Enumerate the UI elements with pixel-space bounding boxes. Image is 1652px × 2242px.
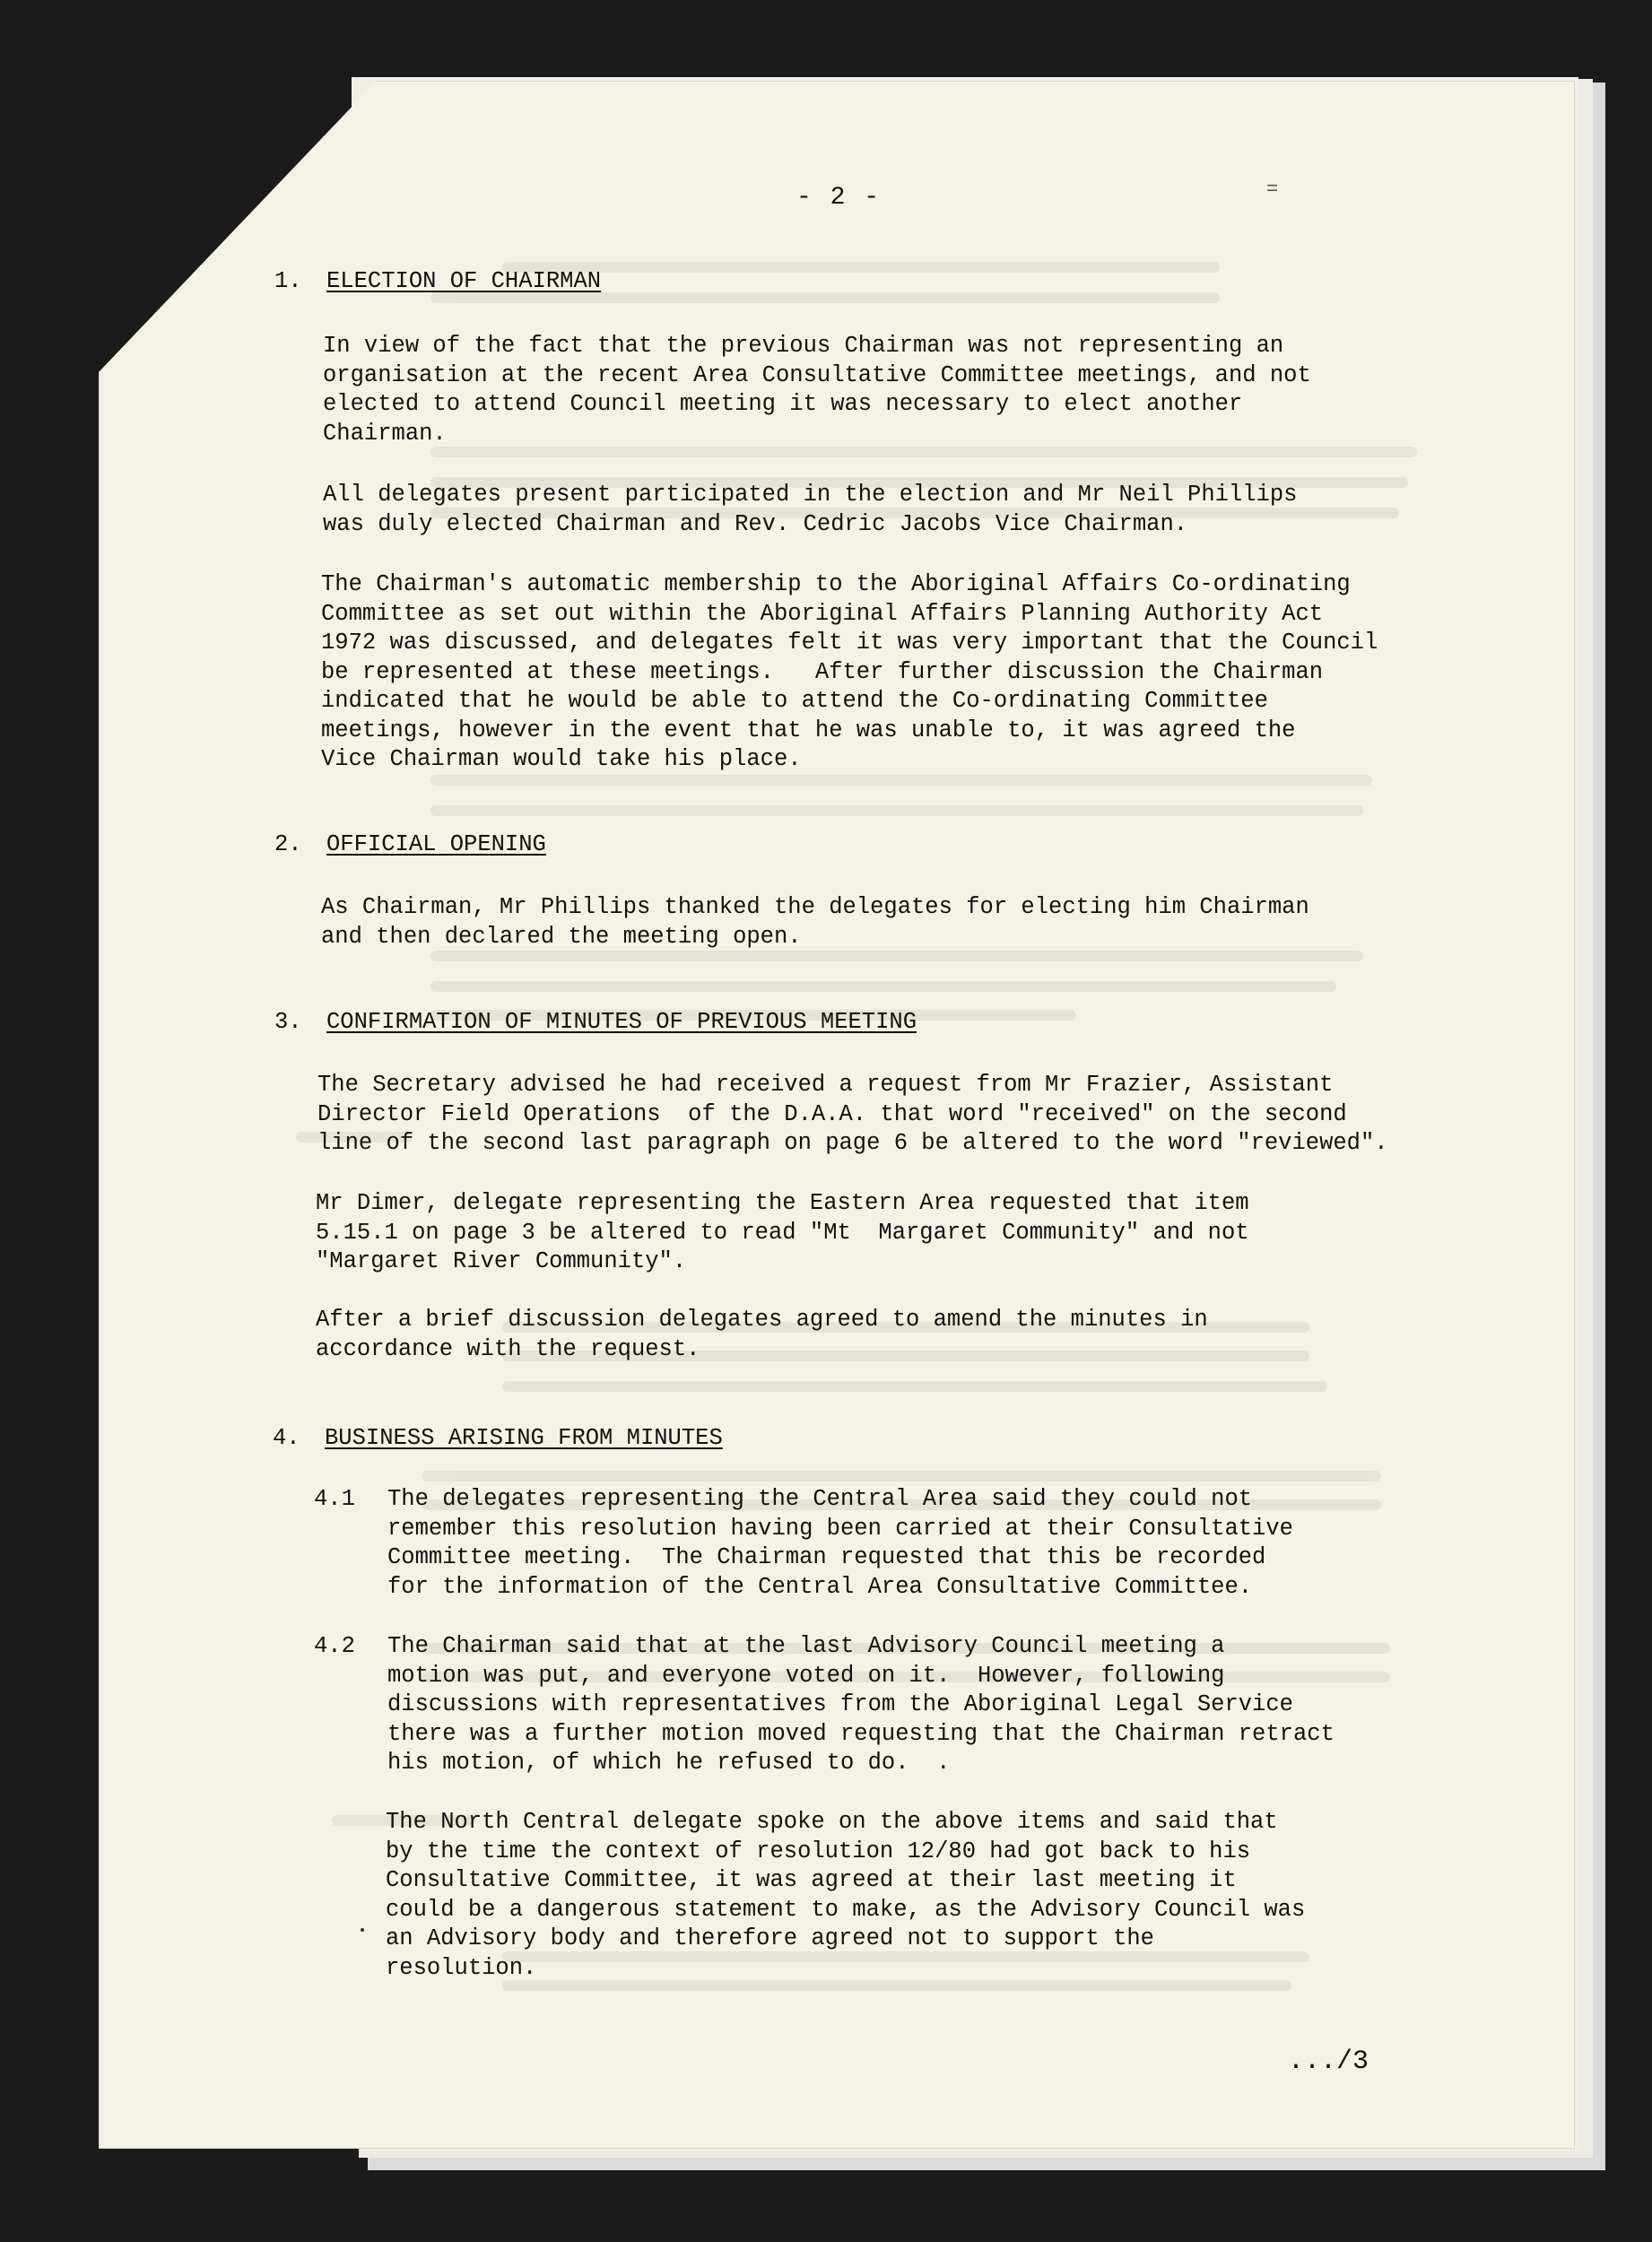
paragraph: All delegates present participated in the election and Mr Neil Phillips was duly elected Chairman and Rev. Cedric Jacobs Vice Chairman. (323, 482, 1298, 537)
paragraph: As Chairman, Mr Phillips thanked the delegates for electing him Chairman and then declared the meeting open. (321, 894, 1309, 950)
section-number: 4. (273, 1425, 300, 1451)
section-title: ELECTION OF CHAIRMAN (326, 268, 602, 294)
section-heading-business-arising (273, 1424, 723, 1454)
page-number: - 2 - (796, 184, 882, 212)
corner-mark: = (1266, 178, 1279, 201)
item-number: 4.1 (314, 1486, 355, 1512)
section-number: 1. (274, 268, 302, 294)
paragraph: In view of the fact that the previous Chairman was not representing an organisation at the recent Area Consultative Committee meetings, and not elected to attend Council meeting it was necessary to elect another Chairman. (323, 333, 1311, 447)
section-number: 2. (274, 831, 302, 857)
continued-on-page-reference: .../3 (1288, 2046, 1369, 2077)
paragraph: The Chairman's automatic membership to the Aboriginal Affairs Co-ordinating Committee as set out within the Aboriginal Affairs Planning Authority Act 1972 was discussed, and delegates felt it was very important that the Council be represented at these meetings. After further discussion the Chairman indicated that he would be able to attend the Co-ordinating Committee meetings, however in the event that he was unable to, it was agreed the Vice Chairman would take his place. (321, 571, 1378, 772)
paragraph: The Secretary advised he had received a request from Mr Frazier, Assistant Director Field Operations of the D.A.A. that word "received" on the second line of the second last paragraph on page 6 be altered to the word "reviewed". (317, 1072, 1388, 1156)
item-number: 4.2 (314, 1633, 355, 1659)
section-heading-official-opening (274, 830, 546, 860)
section-title: BUSINESS ARISING FROM MINUTES (325, 1425, 723, 1451)
stray-mark (361, 1928, 364, 1932)
section-title: CONFIRMATION OF MINUTES OF PREVIOUS MEETING (326, 1009, 917, 1035)
section-heading-confirmation (274, 1008, 917, 1038)
section-heading-election (274, 267, 601, 297)
section-number: 3. (274, 1009, 302, 1035)
paragraph: After a brief discussion delegates agreed to amend the minutes in accordance with the request. (316, 1307, 1208, 1362)
item-text: The delegates representing the Central Area said they could not remember this resolution having been carried at their Consultative Committee meeting. The Chairman requested that this be recorded for the information of the Central Area Consultative Committee. (387, 1486, 1293, 1600)
paragraph: Mr Dimer, delegate representing the Eastern Area requested that item 5.15.1 on page 3 be altered to read "Mt Margaret Community" and not "Margaret River Community". (316, 1190, 1249, 1274)
continuation-paragraph: The North Central delegate spoke on the above items and said that by the time the context of resolution 12/80 had got back to his Consultative Committee, it was agreed at their last meeting it could be a dangerous statement to make, as the Advisory Council was an Advisory body and therefore agreed not to support the resolution. (386, 1809, 1306, 1981)
section-title: OFFICIAL OPENING (326, 831, 546, 857)
item-text: The Chairman said that at the last Advisory Council meeting a motion was put, and everyone voted on it. However, following discussions with representatives from the Aboriginal Legal Service there was a further motion moved requesting that the Chairman retract his motion, of which he refused to do. . (387, 1633, 1335, 1776)
